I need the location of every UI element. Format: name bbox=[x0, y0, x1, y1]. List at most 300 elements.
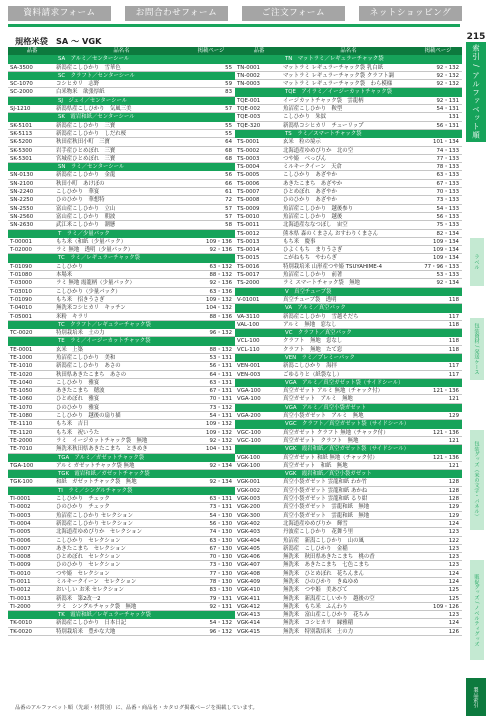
item-page: 77・130 bbox=[209, 570, 232, 577]
item-name: マットラミ レギュラーチャック袋 わら模様 bbox=[283, 81, 393, 88]
item-name: あきたこまち 穂波 bbox=[56, 388, 105, 395]
item-code bbox=[8, 97, 56, 105]
table-row bbox=[8, 346, 235, 354]
item-page: 124 bbox=[448, 520, 459, 527]
item-name: 新潟産こしひかり 雪越そだち bbox=[283, 313, 359, 320]
item-name: 無洗米 つや姫 美あびて bbox=[283, 587, 348, 594]
item-name: 北海道産ゆめぴりか セレクション bbox=[56, 529, 143, 536]
table-row bbox=[235, 171, 462, 179]
item-code: TS-0001 bbox=[237, 139, 260, 146]
item-page: 79・131 bbox=[209, 595, 232, 602]
table-row bbox=[235, 512, 462, 520]
item-name: あきたこまち あざやか bbox=[283, 180, 343, 187]
item-page: 78・130 bbox=[209, 579, 232, 585]
item-code bbox=[8, 470, 56, 478]
item-code bbox=[8, 55, 56, 63]
table-row bbox=[235, 454, 462, 462]
item-page: 72 bbox=[225, 197, 232, 204]
item-page: 68 bbox=[225, 147, 232, 154]
item-page: 121・136 bbox=[433, 454, 459, 461]
item-page: 54・133 bbox=[436, 205, 459, 212]
table-row bbox=[8, 362, 235, 370]
item-name: TS ラミ／スマートチャック袋 bbox=[285, 130, 362, 137]
item-page: 56 bbox=[225, 172, 232, 179]
item-name: 魚沼産 新潟こしひかり 山の風 bbox=[283, 537, 364, 544]
item-page: 92・134 bbox=[209, 479, 232, 486]
item-name: 熊本県 森のくまさん おすわりくまさん bbox=[283, 230, 379, 237]
item-code: TE-1080 bbox=[10, 413, 33, 420]
item-page: 125 bbox=[448, 587, 459, 594]
item-page: 56・131 bbox=[209, 363, 232, 370]
nav-request-form[interactable]: 資料請求フォーム bbox=[8, 6, 111, 21]
table-row bbox=[235, 205, 462, 213]
item-code bbox=[8, 321, 56, 329]
item-name: もち米 招きうさぎ bbox=[56, 296, 105, 303]
item-page: 109・126 bbox=[433, 603, 459, 610]
item-name: 新潟産こしひかり 三寶 bbox=[56, 122, 116, 129]
item-code: TI-0012 bbox=[10, 587, 31, 594]
item-page bbox=[187, 72, 235, 80]
table-row bbox=[8, 520, 235, 528]
table-row bbox=[235, 371, 462, 379]
category-row bbox=[8, 254, 235, 262]
category-row bbox=[8, 163, 235, 171]
table-row bbox=[235, 296, 462, 304]
table-row bbox=[235, 80, 462, 88]
item-name: 特別栽培米 豊かな大地 bbox=[56, 628, 116, 635]
item-page: 92・132 bbox=[209, 437, 232, 444]
item-page: 125 bbox=[448, 595, 459, 602]
item-name: 富山産こしひかり 立山 bbox=[56, 205, 116, 212]
table-row bbox=[235, 462, 462, 470]
item-page: 121 bbox=[448, 396, 459, 403]
table-row bbox=[8, 354, 235, 362]
table-row bbox=[235, 586, 462, 594]
page-title: 規格米袋 SA ～ VGK bbox=[15, 36, 102, 46]
category-row bbox=[235, 329, 462, 337]
item-code: TK-0020 bbox=[10, 628, 32, 635]
item-name: 無洗米 コシヒカリ 縁雅稲 bbox=[283, 620, 354, 627]
item-name: ひのひかり チェック bbox=[56, 504, 110, 511]
item-code: SC-1070 bbox=[10, 81, 33, 88]
item-name: 真空小袋ガゼット 雲龍和紙 るり紺 bbox=[283, 496, 368, 503]
nav-order-form[interactable]: ご注文フォーム bbox=[242, 6, 345, 21]
item-code: TS-0014 bbox=[237, 247, 260, 254]
item-page bbox=[414, 55, 462, 63]
table-row bbox=[8, 64, 235, 72]
item-page bbox=[414, 130, 462, 138]
item-code: VEN-003 bbox=[237, 371, 261, 378]
item-code bbox=[235, 304, 283, 312]
item-code: VGC-100 bbox=[237, 437, 261, 444]
item-name: 新潟米 第2改一2 bbox=[56, 595, 101, 602]
item-page: 92・132 bbox=[436, 64, 459, 71]
item-page: 109・132 bbox=[206, 421, 232, 428]
item-code: TE-1020 bbox=[10, 371, 33, 378]
item-name: 真空チューブ袋 透明 bbox=[283, 296, 337, 303]
item-page: 73・131 bbox=[209, 504, 232, 511]
item-name: ミルキークイーン セレクション bbox=[56, 579, 137, 585]
item-page: 118 bbox=[448, 346, 459, 353]
item-page bbox=[187, 337, 235, 345]
table-row bbox=[8, 619, 235, 627]
item-name: 真空ガゼット 和紙 無地（チャック付） bbox=[283, 454, 378, 461]
item-code: TI-0013 bbox=[10, 595, 31, 602]
item-name: TE ラミ／イージーカットチャック袋 bbox=[58, 338, 151, 345]
item-name: もち米（和紙（少量パック） bbox=[56, 238, 127, 245]
item-name: ひのひかり 華想特 bbox=[56, 197, 105, 204]
item-code: TS-0013 bbox=[237, 238, 260, 245]
item-code bbox=[235, 88, 283, 96]
item-code bbox=[235, 130, 283, 138]
table-row bbox=[8, 478, 235, 486]
item-code: SJ-1210 bbox=[10, 106, 31, 113]
item-page: 53・131 bbox=[209, 354, 232, 361]
item-name: イージカットチャック袋 雲龍柄 bbox=[283, 97, 364, 104]
tab-packaging[interactable]: 包装資材 / 発送ケース bbox=[470, 318, 484, 380]
item-name: 新潟産こしひかり あさの bbox=[56, 363, 121, 370]
item-name: 新潟県産こしひかり 気風三美 bbox=[56, 106, 132, 113]
item-name: VGA アルミ／真空小袋ガゼット bbox=[285, 404, 367, 411]
item-code: TE-1040 bbox=[10, 379, 33, 386]
item-code: VGK-200 bbox=[237, 504, 261, 511]
item-page: 123 bbox=[448, 545, 459, 552]
category-row bbox=[235, 404, 462, 412]
table-row bbox=[235, 611, 462, 619]
table-row bbox=[8, 586, 235, 594]
item-page: 74・130 bbox=[209, 529, 232, 536]
item-code: T-01090 bbox=[10, 263, 32, 270]
item-name: 秋田小町 あけぼの bbox=[56, 180, 105, 187]
item-code: VGK-100 bbox=[237, 462, 261, 469]
item-name: TI ラミ／シングルチャック袋 bbox=[58, 487, 133, 494]
category-row bbox=[235, 288, 462, 296]
table-row bbox=[235, 188, 462, 196]
category-row bbox=[8, 611, 235, 619]
item-name: こしひかり（少量パック） bbox=[56, 288, 121, 295]
item-code: TE-1120 bbox=[10, 429, 33, 436]
item-code: T-03010 bbox=[10, 288, 32, 295]
table-row bbox=[235, 230, 462, 238]
item-page: 63・136 bbox=[209, 288, 232, 295]
item-name: 新潟産こしひかり 金龍 bbox=[56, 172, 116, 179]
item-code bbox=[8, 72, 56, 80]
item-code: SK-5300 bbox=[10, 147, 33, 154]
item-name: TQE アイラミ／イージーカットチャック袋 bbox=[285, 89, 393, 96]
item-name: 真空小袋ガゼット アルミ 無地 bbox=[283, 413, 364, 420]
item-name: TC ラミ／レギュラーチャック袋 bbox=[58, 255, 141, 262]
item-code: TI-0005 bbox=[10, 529, 31, 536]
item-code: VGK-402 bbox=[237, 520, 261, 527]
item-code: VGK-404 bbox=[237, 537, 261, 544]
item-name: ラミ 無地 霞龍柄（少量パック） bbox=[56, 280, 135, 287]
item-name: SA アルミ／センターシール bbox=[58, 56, 130, 63]
item-name: 真空小袋ガゼット 雲龍和紙 無地 bbox=[283, 504, 370, 511]
item-code: TI-0004 bbox=[10, 520, 31, 527]
item-page: 128 bbox=[448, 487, 459, 494]
item-name: VGK 霞岩和紙／真空小袋ガゼット bbox=[285, 471, 372, 478]
category-row bbox=[8, 230, 235, 238]
table-row bbox=[235, 271, 462, 279]
tab-packaging-goods[interactable]: 包装グッズ（米の文字・パネル） bbox=[470, 430, 484, 530]
item-code: VGK-414 bbox=[237, 620, 261, 627]
table-row bbox=[8, 213, 235, 221]
table-row bbox=[8, 537, 235, 545]
item-page: 56・130 bbox=[209, 520, 232, 527]
item-name: ひよくもち まりうさぎ bbox=[283, 247, 343, 254]
item-page: 123 bbox=[448, 612, 459, 619]
item-name: 新潟県コシヒカリ チューリップ bbox=[283, 122, 364, 129]
table-row bbox=[8, 188, 235, 196]
item-page: 64・131 bbox=[209, 371, 232, 378]
item-name: 魚沼産こしひかり セレクション bbox=[56, 512, 133, 519]
item-code: VGK-002 bbox=[237, 487, 261, 494]
table-row bbox=[8, 429, 235, 437]
item-page: 68 bbox=[225, 155, 232, 162]
item-code: VCL-110 bbox=[237, 346, 260, 353]
item-code: SN-0130 bbox=[10, 172, 34, 179]
item-name: もち米 祝いうた bbox=[56, 429, 100, 436]
item-name: 米粉 キラリ bbox=[56, 313, 89, 320]
item-code: SN-2550 bbox=[10, 205, 34, 212]
table-row bbox=[235, 437, 462, 445]
category-row bbox=[235, 55, 462, 63]
table-row bbox=[235, 528, 462, 536]
item-page: 124 bbox=[448, 570, 459, 577]
item-page bbox=[414, 304, 462, 312]
item-page: 77・133 bbox=[436, 155, 459, 162]
item-page: 101・134 bbox=[433, 139, 459, 146]
table-row bbox=[8, 180, 235, 188]
item-name: こしひかり 朱紋 bbox=[283, 114, 327, 121]
item-code: TI-0007 bbox=[10, 545, 31, 552]
table-row bbox=[8, 238, 235, 246]
item-page: 55 bbox=[225, 122, 232, 129]
category-row bbox=[235, 470, 462, 478]
table-row bbox=[8, 296, 235, 304]
item-code bbox=[8, 611, 56, 619]
item-code bbox=[235, 445, 283, 453]
item-code: TS-0016 bbox=[237, 263, 260, 270]
item-name: こしひかり 華宴 bbox=[56, 189, 100, 196]
item-name: ひとめぼれ セレクション bbox=[56, 554, 121, 561]
item-code: TS-0015 bbox=[237, 255, 260, 262]
item-code bbox=[235, 420, 283, 428]
category-row bbox=[8, 97, 235, 105]
item-page bbox=[414, 445, 462, 453]
item-page: 124 bbox=[448, 579, 459, 585]
nav-online-shopping[interactable]: ネットショッピング bbox=[359, 6, 462, 21]
item-name: V 真空チューブ袋 bbox=[285, 288, 332, 295]
item-page: 73・132 bbox=[209, 404, 232, 411]
table-row bbox=[8, 171, 235, 179]
item-page bbox=[414, 354, 462, 362]
item-page: 83・130 bbox=[209, 587, 232, 594]
item-page bbox=[414, 88, 462, 96]
item-page: 54・132 bbox=[209, 620, 232, 627]
category-row bbox=[235, 130, 462, 138]
item-page: 75・133 bbox=[436, 222, 459, 229]
item-page: 117 bbox=[448, 371, 459, 378]
table-row bbox=[235, 221, 462, 229]
item-page: 129 bbox=[448, 512, 459, 519]
item-name: つや姫 セレクション bbox=[56, 570, 110, 577]
item-name: 魚沼産こしひかり 越後参り bbox=[283, 205, 354, 212]
item-name: SK 霞岩和紙／センターシール bbox=[58, 114, 135, 121]
item-code: SN-2560 bbox=[10, 213, 34, 220]
category-row bbox=[235, 379, 462, 387]
item-code: VGK-001 bbox=[237, 479, 261, 486]
item-name: 特別栽培米 土の力 bbox=[56, 330, 105, 337]
item-code bbox=[235, 404, 283, 412]
item-name: 真空ガゼット アルミ 無地 bbox=[283, 396, 353, 403]
item-name: 特別栽培米 山形産つや姫 TSUYAHIME-4 bbox=[283, 263, 383, 270]
table-row bbox=[235, 279, 462, 287]
item-code: TI-0009 bbox=[10, 562, 31, 569]
item-name: 武江米こしひかり 潮懸 bbox=[56, 222, 116, 229]
item-code: VGK-411 bbox=[237, 595, 261, 602]
item-code: VGK-300 bbox=[237, 512, 261, 519]
item-code: VGK-409 bbox=[237, 579, 261, 585]
item-name: 宮城産ひとめぼれ 三寶 bbox=[56, 155, 116, 162]
item-page: 129 bbox=[448, 504, 459, 511]
tab-labels[interactable]: ラベル bbox=[470, 238, 484, 286]
table-row bbox=[8, 196, 235, 204]
table-row bbox=[8, 603, 235, 611]
item-code: TE-1010 bbox=[10, 363, 33, 370]
item-name: 魚沼産こしひかり 鞍型 bbox=[283, 106, 343, 113]
item-page: 123 bbox=[448, 529, 459, 536]
item-name: アルミ ガゼットチャック袋 無地 bbox=[56, 462, 135, 469]
item-name: 玄米 粒の境示 bbox=[283, 139, 321, 146]
item-page: 92・134 bbox=[209, 462, 232, 469]
item-name: ひとめぼれ 雅宴 bbox=[56, 396, 100, 403]
item-name: 本場米 bbox=[56, 272, 73, 279]
item-page: 118 bbox=[448, 338, 459, 345]
item-page: 124 bbox=[448, 620, 459, 627]
item-name: ミルキークイーン 天倉 bbox=[283, 164, 342, 171]
item-name: もち米 慶事 bbox=[283, 238, 316, 245]
item-code: TQE-001 bbox=[237, 97, 261, 104]
item-page: 109・134 bbox=[433, 238, 459, 245]
item-code: TGK-100 bbox=[10, 479, 33, 486]
table-row bbox=[235, 321, 462, 329]
item-name: VEN ラミ／プレミーパック bbox=[285, 354, 355, 361]
item-page: 121 bbox=[448, 462, 459, 469]
item-name: 丹波産こしひかり 花舞う里 bbox=[283, 529, 354, 536]
item-code: VGK-407 bbox=[237, 562, 261, 569]
item-name: SN ラミ／センターシール bbox=[58, 164, 125, 171]
item-page: 126 bbox=[448, 628, 459, 635]
item-name: 白米物米 欲張厚紙 bbox=[56, 89, 105, 96]
tab-promo-goods[interactable]: 販促グッズ / ノベルティグッズ bbox=[470, 560, 484, 660]
item-page: 70・133 bbox=[436, 189, 459, 196]
table-row bbox=[235, 337, 462, 345]
item-name: TC クラフト／レギュラーチャック袋 bbox=[58, 321, 151, 328]
table-row bbox=[8, 138, 235, 146]
item-code: TS-0009 bbox=[237, 205, 260, 212]
item-page bbox=[187, 55, 235, 63]
item-code: TK-0010 bbox=[10, 620, 32, 627]
item-page: 63・131 bbox=[209, 496, 232, 503]
item-code: TS-0003 bbox=[237, 155, 260, 162]
tab-product-index[interactable]: 製品索引 bbox=[466, 678, 486, 716]
table-row bbox=[8, 105, 235, 113]
item-code: TQE-002 bbox=[237, 106, 261, 113]
item-name: 新潟産こしひかり 日本日記 bbox=[56, 620, 127, 627]
category-row bbox=[8, 321, 235, 329]
item-name: ラミ シングルチャック袋 無地 bbox=[56, 603, 137, 610]
item-page: 96・132 bbox=[209, 330, 232, 337]
table-row bbox=[235, 478, 462, 486]
item-code: TN-0001 bbox=[237, 64, 260, 71]
item-page: 63・132 bbox=[209, 263, 232, 270]
table-row bbox=[235, 254, 462, 262]
item-code: SK-5113 bbox=[10, 130, 33, 137]
table-row bbox=[8, 528, 235, 536]
table-row bbox=[8, 561, 235, 569]
tab-alphabetical-index[interactable]: 索引 / アルファベット順 bbox=[466, 42, 486, 142]
table-row bbox=[235, 196, 462, 204]
item-page: 92・132 bbox=[436, 72, 459, 79]
item-code: VGK-412 bbox=[237, 603, 261, 610]
table-row bbox=[8, 628, 235, 636]
table-row bbox=[235, 147, 462, 155]
item-name: 無洗米コシヒカリ キッチン bbox=[56, 305, 126, 312]
item-code: TE-2000 bbox=[10, 437, 33, 444]
table-row bbox=[235, 603, 462, 611]
table-row bbox=[8, 495, 235, 503]
item-page: 118 bbox=[448, 321, 459, 328]
item-code: TS-0011 bbox=[237, 222, 260, 229]
nav-contact-form[interactable]: お問合わせフォーム bbox=[125, 6, 228, 21]
item-page: 88・136 bbox=[209, 313, 232, 320]
table-header: 品番 品名名 掲載ページ bbox=[235, 47, 462, 55]
item-page: 109・132 bbox=[206, 296, 232, 303]
item-page: 92・136 bbox=[209, 247, 232, 254]
item-page: 55 bbox=[225, 64, 232, 71]
table-row bbox=[235, 570, 462, 578]
item-page: 55 bbox=[225, 130, 232, 137]
table-row bbox=[235, 537, 462, 545]
item-code: TI-0010 bbox=[10, 570, 31, 577]
item-page: 92・136 bbox=[209, 280, 232, 287]
item-page: 121 bbox=[448, 437, 459, 444]
table-row bbox=[235, 113, 462, 121]
item-code: TI-2000 bbox=[10, 603, 31, 610]
item-code: VGA-200 bbox=[237, 413, 261, 420]
table-row bbox=[8, 578, 235, 586]
item-page: 104・131 bbox=[206, 446, 232, 453]
table-row bbox=[235, 105, 462, 113]
table-row bbox=[8, 271, 235, 279]
table-row bbox=[8, 387, 235, 395]
table-row bbox=[8, 412, 235, 420]
item-page: 54・131 bbox=[209, 413, 232, 420]
table-row bbox=[8, 395, 235, 403]
item-code bbox=[235, 470, 283, 478]
table-row bbox=[235, 619, 462, 627]
table-row bbox=[235, 578, 462, 586]
table-row bbox=[235, 628, 462, 636]
item-code bbox=[235, 379, 283, 387]
item-page: 92・134 bbox=[436, 280, 459, 287]
item-name: 北海道産ななつぼし 宙空 bbox=[283, 222, 348, 229]
item-name: 真空ガゼット 和紙 無地 bbox=[283, 462, 348, 469]
table-row bbox=[235, 429, 462, 437]
item-name: 新潟産こしひかり 雪華色 bbox=[56, 64, 121, 71]
item-code: TS-0004 bbox=[237, 164, 260, 171]
